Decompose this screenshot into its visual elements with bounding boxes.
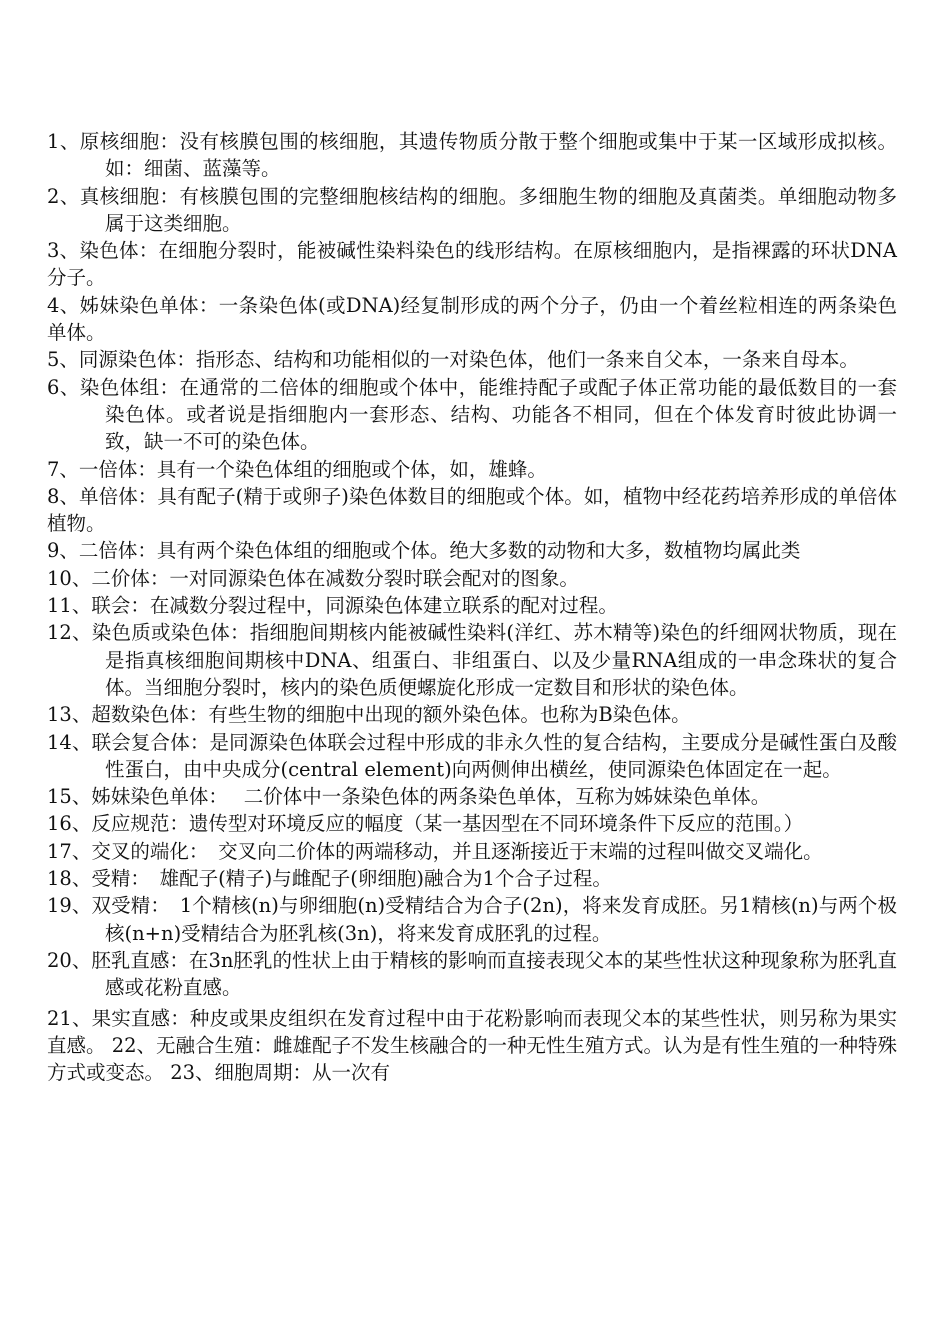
entry-9: 9、二倍体：具有两个染色体组的细胞或个体。绝大多数的动物和大多，数植物均属此类 (47, 539, 801, 563)
document-page (47, 128, 897, 1086)
entry-13: 13、超数染色体：有些生物的细胞中出现的额外染色体。也称为B染色体。 (47, 703, 691, 727)
entry-11: 11、联会：在减数分裂过程中，同源染色体建立联系的配对过程。 (47, 594, 618, 618)
entry-14: 14、联会复合体：是同源染色体联会过程中形成的非永久性的复合结构，主要成分是碱性蛋白及酸性蛋白，由中央成分(central element)向两侧伸出横丝，使同源染色体固定在一起。 (47, 730, 897, 781)
entry-18: 18、受精： 雄配子(精子)与雌配子(卵细胞)融合为1个合子过程。 (47, 867, 612, 891)
entry-2: 2、真核细胞：有核膜包围的完整细胞核结构的细胞。多细胞生物的细胞及真菌类。单细胞动物多属于这类细胞。 (47, 184, 897, 235)
entry-21: 21、果实直感：种皮或果皮组织在发育过程中由于花粉影响而表现父本的某些性状，则另称为果实直感。 22、无融合生殖：雌雄配子不发生核融合的一种无性生殖方式。认为是有性生殖的一种特殊方式或变态。 23、细胞周期：从一次有 (47, 1006, 898, 1085)
entry-19: 19、双受精： 1个精核(n)与卵细胞(n)受精结合为合子(2n)，将来发育成胚。另1精核(n)与两个极核(n+n)受精结合为胚乳核(3n)，将来发育成胚乳的过程。 (47, 894, 897, 945)
entry-4: 4、姊妹染色单体：一条染色体(或DNA)经复制形成的两个分子，仍由一个着丝粒相连的两条染色单体。 (47, 293, 897, 345)
entry-1: 1、原核细胞：没有核膜包围的核细胞，其遗传物质分散于整个细胞或集中于某一区域形成拟核。如：细菌、蓝藻等。 (47, 130, 897, 181)
entry-6: 6、染色体组：在通常的二倍体的细胞或个体中，能维持配子或配子体正常功能的最低数目的一套染色体。或者说是指细胞内一套形态、结构、功能各不相同，但在个体发育时彼此协调一致，缺一不可的染色体。 (47, 375, 897, 454)
entry-3: 3、染色体：在细胞分裂时，能被碱性染料染色的线形结构。在原核细胞内，是指裸露的环状DNA分子。 (47, 239, 897, 290)
entry-17: 17、交叉的端化： 交叉向二价体的两端移动，并且逐渐接近于末端的过程叫做交叉端化。 (47, 839, 823, 863)
entry-15: 15、姊妹染色单体： 二价体中一条染色体的两条染色单体，互称为姊妹染色单体。 (47, 785, 771, 809)
entry-12: 12、染色质或染色体：指细胞间期核内能被碱性染料(洋红、苏木精等)染色的纤细网状物质，现在是指真核细胞间期核中DNA、组蛋白、非组蛋白、以及少量RNA组成的一串念珠状的复合体。当细胞分裂时，核内的染色质便螺旋化形成一定数目和形状的染色体。 (47, 621, 897, 699)
entry-5: 5、同源染色体：指形态、结构和功能相似的一对染色体，他们一条来自父本，一条来自母本。 (47, 348, 859, 372)
entry-10: 10、二价体：一对同源染色体在减数分裂时联会配对的图象。 (47, 566, 579, 590)
entry-16: 16、反应规范：遗传型对环境反应的幅度（某一基因型在不同环境条件下反应的范围。） (47, 812, 804, 836)
entry-7: 7、一倍体：具有一个染色体组的细胞或个体，如，雄蜂。 (47, 457, 547, 481)
entry-20: 20、胚乳直感：在3n胚乳的性状上由于精核的影响而直接表现父本的某些性状这种现象称为胚乳直感或花粉直感。 (47, 948, 897, 1000)
entry-8: 8、单倍体：具有配子(精于或卵子)染色体数目的细胞或个体。如，植物中经花药培养形成的单倍体植物。 (47, 484, 897, 536)
